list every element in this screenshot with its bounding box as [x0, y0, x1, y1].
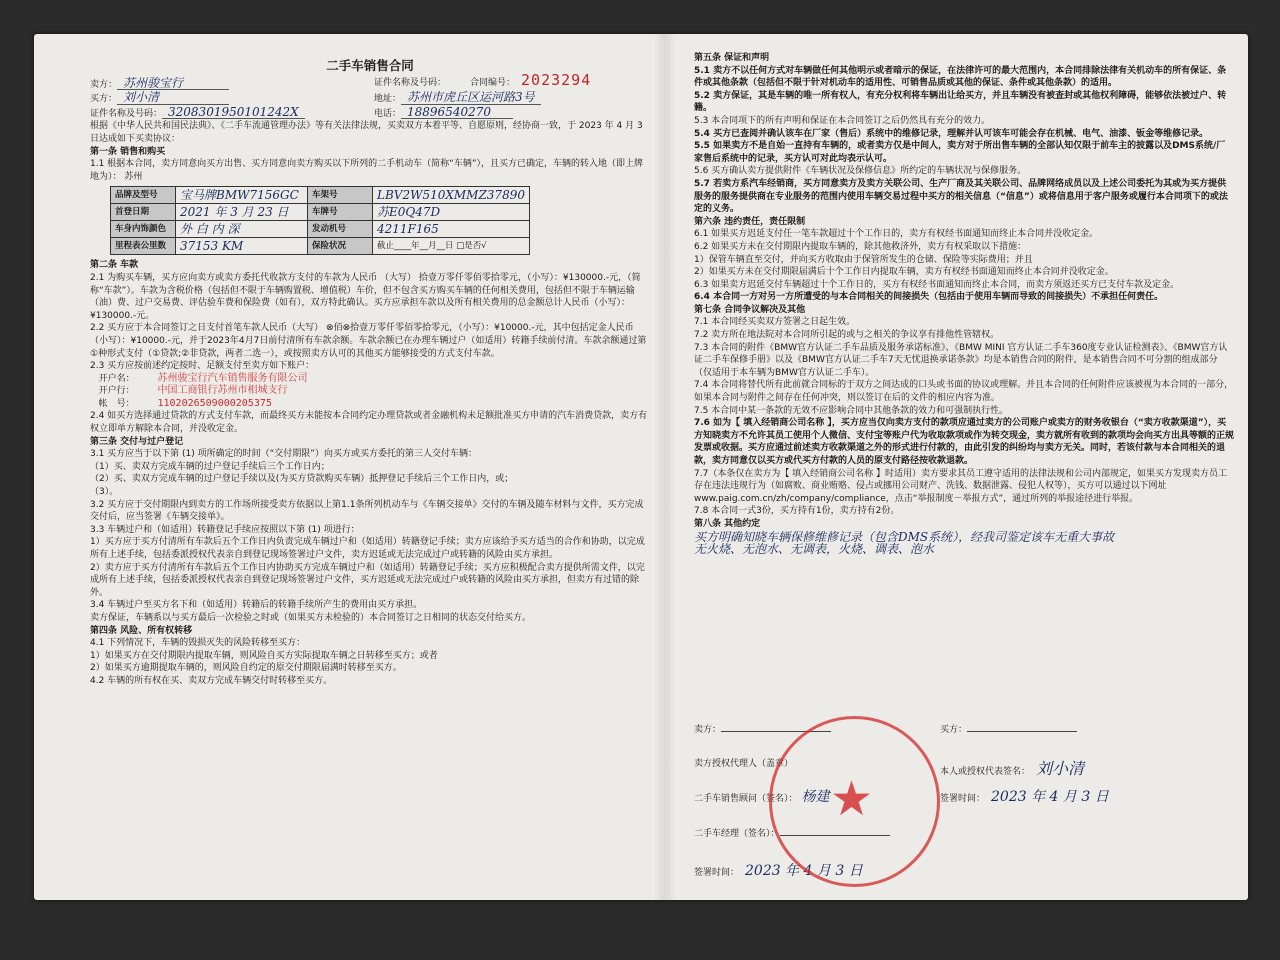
sign-date-label: 签署时间：	[940, 794, 986, 804]
article7-2: 7.2 卖方所在地法院对本合同所引起的或与之相关的争议享有排他性管辖权。	[694, 330, 1000, 341]
sign-date-value: 2023 年 4 月 3 日	[991, 789, 1109, 805]
table-key: 首登日期	[111, 204, 176, 221]
article4-1: 4.1 下列情况下，车辆的毁损灭失的风险转移至买方：	[90, 638, 306, 649]
tel-value: 18896540270	[401, 106, 513, 120]
contract-title: 二手车销售合同	[326, 58, 414, 73]
buyer-sig-line	[967, 731, 1077, 732]
table-key: 品牌及型号	[111, 187, 176, 204]
sign-date	[940, 786, 1109, 806]
account-no-label: 帐 号：	[98, 398, 135, 409]
article5-2: 5.2 卖方保证，其是车辆的唯一所有权人，有充分权利将车辆出让给买方，并且车辆没有被查封或其他权利障碍，能够依法被过户、转籍。	[694, 90, 1227, 114]
article5-6: 5.6 买方确认卖方提供附件《车辆状况及保修信息》所约定的车辆状况与保修服务。	[694, 166, 1027, 177]
table-value: 苏E0Q47D	[373, 204, 530, 221]
article4-1b: 2）如果买方逾期提取车辆的，则风险自约定的原交付期限届满时转移至买方。	[90, 663, 402, 674]
article5-4: 5.4 买方已查阅并确认该车在厂家（售后）系统中的维修记录，理解并认可该车可能会存在机械、电气、油漆、钣金等维修记录。	[694, 128, 1209, 139]
left-page	[90, 52, 650, 688]
article4-title: 第四条 风险、所有权转移	[90, 625, 193, 636]
article6-2b: 2）如果买方未在交付期限届满后十个工作日内提取车辆，卖方有权经书面通知而终止本合同并没收定金。	[694, 267, 1114, 278]
id-no-label: 证件名称及号码：	[374, 77, 447, 88]
preamble: 根据《中华人民共和国民法典》、《二手车流通管理办法》等有关法律法规，买卖双方本着平等、自愿原则，经协商一致，于 2023 年 4 月 3 日达成如下买卖协议：	[90, 121, 643, 144]
account-name-line	[90, 373, 650, 386]
table-key: 保险状况	[307, 238, 372, 255]
article4-1a: 1）如果买方在交付期限内提取车辆，则风险自买方实际提取车辆之日转移至买方；或者	[90, 650, 438, 661]
article7-7: 7.7（本条仅在卖方为【 填入经销商公司名称 】时适用）卖方要求其员工遵守适用的法律法规和公司内部规定，如果买方发现卖方员工存在违法违规行为（如腐败、商业贿赂、侵占或挪用公司财产、洗钱、数据泄露、侵犯人权等），买方可以通过以下网址 www.paig.com.cn/zh/company/compliance，点击“举报制度－举报方式”，通过所列的举报途径进行举报。	[694, 468, 1228, 504]
table-key: 车架号	[307, 187, 372, 204]
bank-line	[90, 385, 650, 398]
sign-date-2-label: 签署时间：	[694, 868, 740, 878]
article5-5: 5.5 如果卖方不是自始一直持有车辆的，或者卖方仅是中间人，卖方对于所出售车辆的全部认知仅限于前车主的披露以及DMS系统/厂家售后系统中的记录，买方认可对此均表示认可。	[694, 141, 1226, 164]
article7-5: 7.5 本合同中某一条款的无效不应影响合同中其他条款的效力和可强制执行性。	[694, 405, 1009, 416]
sign-date-2-value: 2023 年 4 月 3 日	[745, 863, 863, 879]
article3-1b: （2）买、卖双方完成车辆的过户登记手续以及(为买方贷款购买车辆）抵押登记手续后三个工作日内，或；	[90, 474, 514, 485]
article1-text: 1.1 根据本合同，卖方同意向买方出售、买方同意向卖方购买以下所列的二手机动车（简称“车辆”），且买方已确定，车辆的转入地（即上牌地为）： 苏州	[90, 159, 644, 182]
buyer-agent-signature: 刘小清	[1036, 759, 1085, 778]
account-name-value: 苏州骏宝行汽车销售服务有限公司	[157, 372, 308, 384]
bank-label: 开户行：	[98, 386, 135, 397]
contract-no-label: 合同编号：	[470, 78, 516, 88]
account-name-label: 开户名：	[98, 373, 135, 384]
seller-sig-label: 卖方：	[694, 725, 722, 735]
article3-3b: 2）卖方应于买方付清所有车款后五个工作日内协助买方完成车辆过户和（如适用）转籍登记手续；买方应积极配合卖方提供所需文件，以完成所有上述手续，包括委派授权代表亲自到登记现场签署过户文件，买方迟延或无法完成过户或转籍的风险由买方承担，但卖方有过错的除外。	[90, 562, 645, 598]
buyer-agent-label: 本人或授权代表签名：	[940, 767, 1031, 777]
table-value: 2021 年 3 月 23 日	[176, 204, 308, 221]
buyer-value: 刘小清	[117, 91, 229, 105]
consultant-signature: 杨建	[801, 789, 830, 805]
table-key: 车身内饰颜色	[111, 221, 176, 238]
article6-title: 第六条 违约责任，责任限制	[694, 216, 806, 227]
article7-3: 7.3 本合同的附件《BMW官方认证二手车品质及服务承诺标准》、《BMW MINI 官方认证二手车360度专业认证检测表》、《BMW官方认证二手车保修手册》以及《BMW官方认证二手车7天无忧退换承诺条款》均是本销售合同的附件，是本销售合同不可分割的组成部分（仅适用于本车辆为BMW官方认证二手车）。	[694, 342, 1228, 378]
article6-4: 6.4 本合同一方对另一方所遭受的与本合同相关的间接损失（包括由于使用车辆而导致的间接损失）不承担任何责任。	[694, 292, 1164, 303]
buyer-agent	[940, 756, 1084, 779]
table-value: LBV2W510XMMZ37890	[373, 187, 530, 204]
account-no-value: 1102026509000205375	[157, 397, 272, 409]
tel-label: 电话：	[374, 108, 402, 119]
table-value: 宝马牌BMW7156GC	[176, 187, 308, 204]
buyer-sig-label: 买方：	[940, 725, 968, 735]
article2-3: 2.3 买方应按前述约定按时、足额支付至卖方如下账户：	[90, 361, 315, 372]
table-value: 4211F165	[373, 221, 530, 238]
contract-number	[470, 71, 592, 90]
table-row	[111, 221, 530, 238]
table-row	[111, 238, 530, 255]
article5-1: 5.1 卖方不以任何方式对车辆做任何其他明示或者暗示的保证，在法律许可的最大范围内，本合同排除法律有关机动车的所有保证、条件或其他条款（包括但不限于针对机动车的适用性、可销售品质或其他的保证、条件或其他条款）的适用。	[694, 65, 1227, 89]
article5-title: 第五条 保证和声明	[694, 53, 770, 63]
article3-title: 第三条 交付与过户登记	[90, 436, 184, 447]
article3-5: 卖方保证，车辆系以与买方最后一次检验之时或（如果买方未检验的）本合同签订之日相同的状态交付给买方。	[90, 612, 532, 623]
article3-4: 3.4 车辆过户至买方名下和（如适用）转籍后的转籍手续所产生的费用由买方承担。	[90, 600, 423, 611]
address-label: 地址：	[374, 94, 402, 105]
cert-value: 3208301950101242X	[162, 106, 305, 120]
right-page	[694, 52, 1234, 556]
company-seal-stamp	[769, 716, 940, 887]
article6-3: 6.3 如果卖方迟延交付车辆超过十个工作日的，买方有权经书面通知而终止本合同，而卖方须返还买方已支付车款及定金。	[694, 279, 1180, 290]
article3-1: 3.1 买方应当于以下第 (1) 项所确定的时间（“交付期限”）向买方或买方委托的第三人交付车辆：	[90, 449, 477, 460]
table-key: 里程表公里数	[111, 238, 176, 255]
consultant-label: 二手车销售顾问（签名）：	[694, 794, 798, 804]
cert-row	[90, 106, 650, 121]
article3-1c: （3）。	[90, 487, 119, 498]
table-key: 车牌号	[307, 204, 372, 221]
article2-4: 2.4 如买方选择通过贷款的方式支付车款，而最终买方未能按本合同约定办理贷款或者金融机构未足额批准买方申请的汽车消费贷款，卖方有权立即单方解除本合同，并没收定金。	[90, 411, 648, 435]
article2-title: 第二条 车款	[90, 260, 139, 271]
paper-fold	[654, 34, 676, 900]
contract-no-value: 2023294	[521, 71, 592, 89]
address-value: 苏州市虎丘区运河路3号	[401, 91, 541, 105]
seal-star-icon: ★	[830, 771, 874, 827]
table-row	[111, 204, 530, 221]
article5-3: 5.3 本合同项下的所有声明和保证在本合同签订之后仍然具有充分的效力。	[694, 115, 991, 126]
article7-8: 7.8 本合同一式3份，买方持有1份，卖方持有2份。	[694, 506, 900, 517]
bank-value: 中国工商银行苏州市相城支行	[157, 385, 288, 397]
article8-handwriting-2: 无火烧、无泡水、无调表，火烧、调表、泡水	[694, 542, 935, 557]
article7-6: 7.6 如为【 填入经销商公司名称 】，买方应当仅向卖方支付的款项应通过卖方的公司账户或卖方的财务收银台（“卖方收款渠道”），买方知晓卖方不允许其员工使用个人微信、支付宝等账户代为收取款项或作为转交现金，卖方就所有收到的款项均会向买方出具等额的正规发票或收据。买方应通过前述卖方收款渠道之外的形式进行付款的，由此引发的纠纷均与卖方无关。同时，若该付款与本合同相关的退款，卖方同意仅以买方或代买方付款的人员的原支付路径按收款退款。	[694, 418, 1235, 466]
article2-1: 2.1 为购买车辆，买方应向卖方或卖方委托代收款方支付的车款为人民币 （大写） 拾壹万零仟零佰零拾零元，（小写）：¥130000.-元，（简称“车款”）。车款为含税价格（包括但不限于车辆购置税、增值税）车价，但不包含买方购买车辆的任何相关费用，包括但不限于车辆运输（油）费、过户交易费、评估验车费和保险费（如有），双方特此确认。买方应承担车款以及所有相关费用的总金额总计人民币（小写）：¥130000.-元。	[90, 272, 641, 321]
table-value: 截止____年__月__日 □是否√	[373, 238, 530, 255]
buyer-signature	[940, 722, 1077, 735]
article6-2: 6.2 如果买方未在交付期限内提取车辆的，除其他救济外，卖方有权采取以下措施：	[694, 241, 1027, 252]
seller-agent-label: 卖方授权代理人（盖章）	[694, 759, 794, 769]
article2-2: 2.2 买方应于本合同签订之日支付首笔车款人民币（大写） ⊗佰⊗拾壹万零仟零佰零拾零元，（小写）：¥10000.-元，其中包括定金人民币（小写）：¥10000.-元，并于2023年4月7日前付清所有车款余额。车款余额已在办理车辆过户（如适用）转籍手续前付清。车款余额通过第①种形式支付（①贷款;②非贷款，两者二选一），或按照卖方认可的其他买方能够接受的方式支付车款。	[90, 323, 647, 359]
article7-title: 第七条 合同争议解决及其他	[694, 304, 806, 315]
article8-title: 第八条 其他约定	[694, 518, 761, 529]
table-key: 发动机号	[307, 221, 372, 238]
article7-4: 7.4 本合同将替代所有此前就合同标的于双方之间达成的口头或书面的协议或理解。并且本合同的任何附件应该被视为本合同的一部分，如果本合同与附件之间存在任何冲突，则以签订在后的文件的相应内容为准。	[694, 380, 1234, 404]
article3-1a: （1）买、卖双方完成车辆的过户登记手续后三个工作日内；	[90, 461, 330, 472]
seller-value: 苏州骏宝行	[117, 77, 229, 91]
manager-label: 二手车经理（签名）：	[694, 829, 780, 839]
table-value: 外 白 内 深	[176, 221, 308, 238]
article4-2: 4.2 车辆的所有权在买、卖双方完成车辆交付时转移至买方。	[90, 675, 333, 686]
buyer-label: 买方：	[90, 94, 118, 105]
article8-handwriting-1: 买方明确知晓车辆保修维修记录（包含DMS系统），经我司鉴定该车无重大事故	[694, 529, 1115, 544]
seller-label: 卖方：	[90, 79, 118, 90]
table-value: 37153 KM	[176, 238, 308, 255]
article3-3: 3.3 车辆过户和（如适用）转籍登记手续应按照以下第 (1) 项进行：	[90, 524, 360, 535]
article3-3a: 1）买方应于买方付清所有车款后五个工作日内负责完成车辆过户和（如适用）转籍登记手续；卖方应该给予买方适当的合作和协助，以完成所有上述手续，包括委派授权代表亲自到登记现场签署过户文件，卖方迟延或无法完成过户或转籍的风险由买方承担。	[90, 537, 645, 560]
table-row	[111, 187, 530, 204]
article7-1: 7.1 本合同经买卖双方签署之日起生效。	[694, 317, 856, 328]
article1-title: 第一条 销售和购买	[90, 146, 166, 157]
cert-label: 证件名称及号码：	[90, 108, 163, 119]
account-no-line	[90, 398, 650, 411]
article6-2a: 1）保管车辆直至交付，并向买方收取由于保管所发生的仓储、保险等实际费用；并且	[694, 254, 1033, 265]
article6-1: 6.1 如果买方迟延支付任一笔车款超过十个工作日的，卖方有权经书面通知而终止本合同并没收定金。	[694, 229, 1099, 240]
article5-7: 5.7 若卖方系汽车经销商，买方同意卖方及卖方关联公司、生产厂商及其关联公司、品牌网络成员以及上述公司委托为其或为买方提供服务的服务提供商在专业服务的范围内使用车辆交易过程中买方的相关信息（“信息”）或将信息用于客户服务或履行本合同项下的或法定的义务。	[694, 178, 1228, 215]
vehicle-table	[110, 186, 530, 255]
article3-2: 3.2 买方应于交付期限内到卖方的工作场所接受卖方依据以上第1.1条所列机动车与《车辆交接单》交付的车辆及随车材料与文件，买方完成交付后，应当签署《车辆交接单》。	[90, 499, 644, 523]
buyer-row	[90, 91, 650, 106]
contract-paper	[34, 34, 1248, 900]
